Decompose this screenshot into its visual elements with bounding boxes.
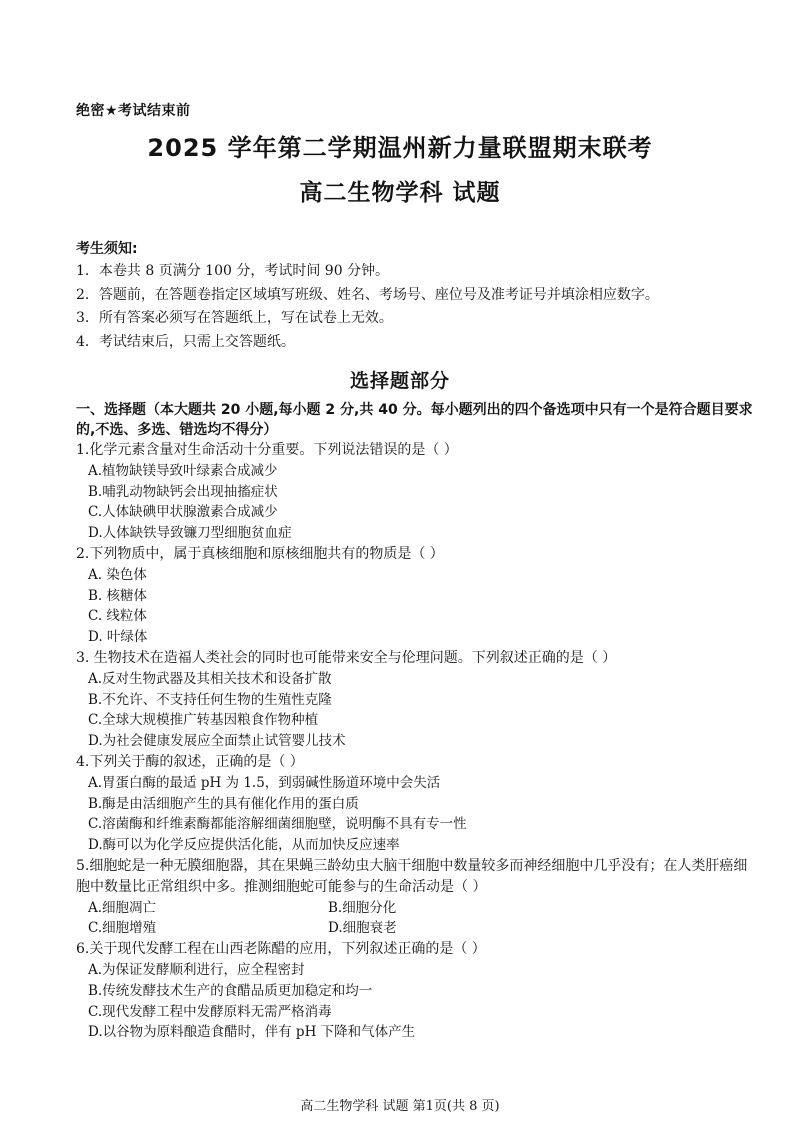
candidate-notice — [76, 238, 756, 354]
option-b: B.哺乳动物缺钙会出现抽搐症状 — [88, 483, 278, 500]
option-a: A. 染色体 — [88, 566, 147, 583]
question-list — [76, 440, 756, 1043]
notice-item: 3．所有答案必须写在答题纸上，写在试卷上无效。 — [76, 310, 393, 326]
option-d: D.人体缺铁导致镰刀型细胞贫血症 — [88, 525, 292, 542]
question-stem: 6.关于现代发酵工程在山西老陈醋的应用，下列叙述正确的是（ ） — [76, 941, 486, 958]
question-3 — [76, 648, 756, 752]
option-d: D. 叶绿体 — [88, 629, 148, 646]
question-4 — [76, 752, 756, 856]
option-b: B.细胞分化 — [328, 899, 397, 916]
question-1 — [76, 440, 756, 544]
option-a: A.胃蛋白酶的最适 pH 为 1.5，到弱碱性肠道环境中会失活 — [88, 774, 441, 791]
notice-item: 2．答题前，在答题卷指定区域填写班级、姓名、考场号、座位号及准考证号并填涂相应数字。 — [76, 286, 659, 303]
question-6 — [76, 939, 756, 1043]
question-stem: 4.下列关于酶的叙述，正确的是（ ） — [76, 753, 304, 770]
notice-heading: 考生须知: — [76, 241, 138, 257]
section-title: 选择题部分 — [349, 370, 450, 392]
option-d: D.以谷物为原料酿造食醋时，伴有 pH 下降和气体产生 — [88, 1024, 416, 1041]
question-5 — [76, 856, 756, 939]
section-instructions: 一、选择题（本大题共 20 小题,每小题 2 分,共 40 分。每小题列出的四个备选项中只有一个是符合题目要求的,不选、多选、错选均不得分） — [76, 402, 753, 438]
option-a: A.为保证发酵顺利进行，应全程密封 — [88, 961, 305, 978]
question-stem: 3. 生物技术在造福人类社会的同时也可能带来安全与伦理问题。下列叙述正确的是（ ） — [76, 649, 617, 666]
option-c: C.溶菌酶和纤维素酶都能溶解细菌细胞壁，说明酶不具有专一性 — [88, 816, 467, 833]
option-c: C.全球大规模推广转基因粮食作物种植 — [88, 712, 319, 729]
option-c: C.细胞增殖 — [88, 920, 157, 937]
exam-title: 2025 学年第二学期温州新力量联盟期末联考 — [147, 134, 653, 162]
confidential-mark: 绝密★考试结束前 — [76, 103, 191, 119]
option-c: C.现代发酵工程中发酵原料无需严格消毒 — [88, 1003, 332, 1020]
option-d: D.酶可以为化学反应提供活化能，从而加快反应速率 — [88, 837, 400, 854]
question-stem: 5.细胞蛇是一种无膜细胞器，其在果蝇三龄幼虫大脑干细胞中数量较多而神经细胞中几乎没有；在人类肝癌细胞中数量比正常组织中多。推测细胞蛇可能参与的生命活动是（ ） — [76, 857, 748, 895]
option-b: B.不允许、不支持任何生物的生殖性克隆 — [88, 691, 332, 708]
option-row — [76, 918, 756, 939]
notice-item: 1．本卷共 8 页满分 100 分，考试时间 90 分钟。 — [76, 263, 390, 279]
option-a: A.反对生物武器及其相关技术和设备扩散 — [88, 670, 332, 687]
page-footer: 高二生物学科 试题 第1页(共 8 页) — [300, 1099, 500, 1114]
exam-subtitle: 高二生物学科 试题 — [299, 180, 501, 206]
notice-item: 4．考试结束后，只需上交答题纸。 — [76, 333, 295, 350]
option-d: D.细胞衰老 — [328, 920, 397, 937]
question-stem: 2.下列物质中，属于真核细胞和原核细胞共有的物质是（ ） — [76, 545, 444, 562]
option-b: B. 核糖体 — [88, 587, 148, 604]
option-c: C.人体缺碘甲状腺激素合成减少 — [88, 504, 278, 521]
option-a: A.植物缺镁导致叶绿素合成减少 — [88, 462, 278, 479]
option-d: D.为社会健康发展应全面禁止试管婴儿技术 — [88, 733, 346, 750]
question-stem: 1.化学元素含量对生命活动十分重要。下列说法错误的是（ ） — [76, 442, 458, 458]
question-2 — [76, 544, 756, 648]
option-c: C. 线粒体 — [88, 608, 147, 625]
option-a: A.细胞凋亡 — [88, 899, 157, 916]
option-row — [76, 898, 756, 919]
option-b: B.传统发酵技术生产的食醋品质更加稳定和均一 — [88, 982, 373, 999]
option-b: B.酶是由活细胞产生的具有催化作用的蛋白质 — [88, 795, 359, 812]
